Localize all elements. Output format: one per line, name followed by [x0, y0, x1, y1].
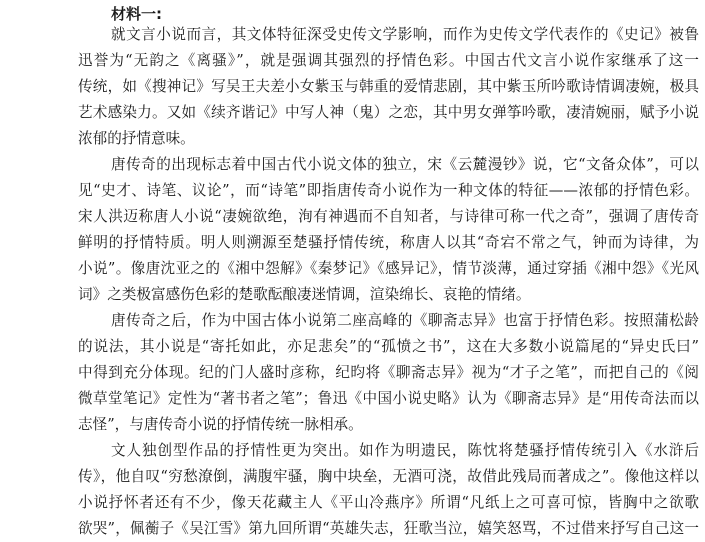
text-line: 小说”。像唐沈亚之的《湘中怨解》《秦梦记》《感异记》，情节淡薄，通过穿插《湘中怨》《光风 [78, 260, 699, 277]
text-line: 文人独创型作品的抒情性更为突出。如作为明遗民，陈忱将楚骚抒情传统引入《水浒后 [111, 442, 699, 459]
text-line: 艺术感染力。又如《续齐谐记》中写人神（鬼）之恋，其中男女弹筝吟歌，凄清婉丽，赋予小说 [78, 104, 699, 121]
text-line: 就文言小说而言，其文体特征深受史传文学影响，而作为史传文学代表作的《史记》被鲁 [111, 26, 699, 43]
text-line: 见“史才、诗笔、议论”，而“诗笔”即指唐传奇小说作为一种文体的特征——浓郁的抒情色彩。 [78, 182, 699, 199]
text-line: 传》，他自叹“穷愁潦倒，满腹牢骚，胸中块垒，无酒可浇，故借此残局而著成之”。像他这样以 [78, 468, 699, 485]
material-heading: 材料一: [111, 5, 162, 23]
text-line: 唐传奇之后，作为中国古体小说第二座高峰的《聊斋志异》也富于抒情色彩。按照蒲松龄 [111, 312, 699, 329]
text-line: 迅誉为“无韵之《离骚》”，就是强调其强烈的抒情色彩。中国古代文言小说作家继承了这一 [78, 52, 699, 69]
text-line: 传统，如《搜神记》写吴王夫差小女紫玉与韩重的爱情悲剧，其中紫玉所吟歌诗情调凄婉，极具 [78, 78, 699, 95]
text-line: 微草堂笔记》定性为“著书者之笔”；鲁迅《中国小说史略》认为《聊斋志异》是“用传奇法而以 [78, 390, 699, 407]
text-line: 志怪”，与唐传奇小说的抒情传统一脉相承。 [78, 416, 363, 433]
text-line: 浓郁的抒情意味。 [78, 130, 195, 147]
text-line: 宋人洪迈称唐人小说“凄婉欲绝，洵有神遇而不自知者，与诗律可称一代之奇”，强调了唐传奇 [78, 208, 699, 225]
text-line: 唐传奇的出现标志着中国古代小说文体的独立，宋《云麓漫钞》说，它“文备众体”，可以 [111, 156, 699, 173]
text-line: 词》之类极富感伤色彩的楚歌酝酿凄迷情调，渲染绵长、哀艳的情绪。 [78, 286, 531, 303]
text-line: 的说法，其小说是“寄托如此，亦足悲矣”的“孤愤之书”，这在大多数小说篇尾的“异史氏曰” [78, 338, 699, 355]
text-line: 小说抒怀者还有不少，像天花藏主人《平山冷燕序》所谓“凡纸上之可喜可惊，皆胸中之欲歌 [78, 494, 699, 511]
text-line: 鲜明的抒情特质。明人则溯源至楚骚抒情传统，称唐人以其“奇宕不常之气，钟而为诗律，为 [78, 234, 699, 251]
text-line: 中得到充分体现。纪的门人盛时彦称，纪昀将《聊斋志异》视为“才子之笔”，而把自己的《阅 [78, 364, 699, 381]
text-line: 欲哭”，佩蘅子《吴江雪》第九回所谓“英雄失志，狂歌当泣，嬉笑怒骂，不过借来抒写自己这一 [78, 520, 699, 537]
